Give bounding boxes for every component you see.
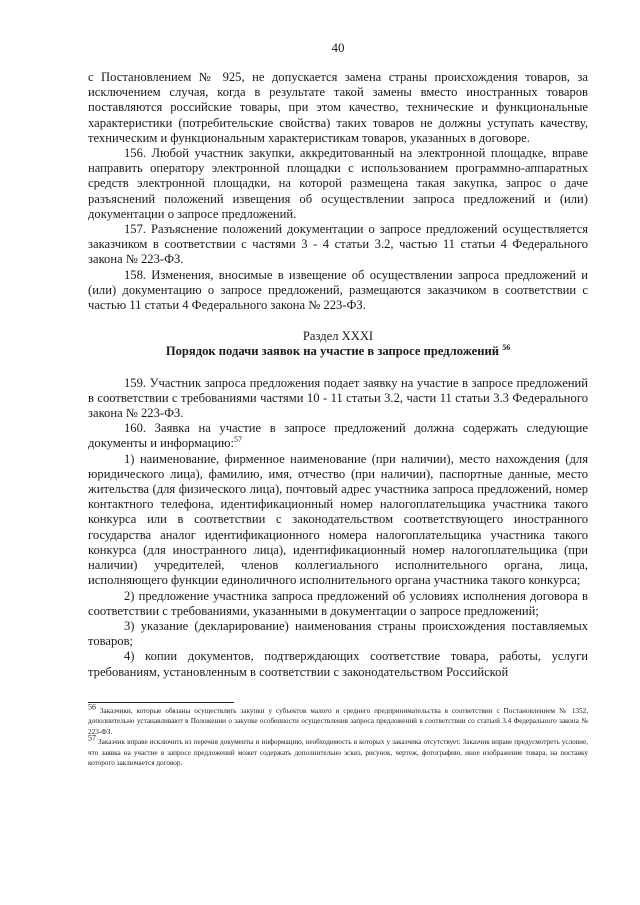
section-title — [88, 344, 588, 359]
page-number: 40 — [331, 40, 345, 55]
footnote-divider — [88, 702, 234, 703]
paragraph-156: 156. Любой участник закупки, аккредитованный на электронной площадке, вправе направить оператору электронной площадки с использованием программно-аппаратных средств электронной площадки, на которой размещена такая закупка, запрос о даче разъяснений положений извещения об осуществлении запроса предложений и (или) документации о запросе предложений. — [88, 146, 588, 221]
footnote-56-ref: 56 — [88, 702, 96, 712]
list-item-2: 2) предложение участника запроса предложений об условиях исполнения договора в соответствии с требованиями, указанными в документации о запросе предложений; — [88, 588, 588, 618]
paragraph-157: 157. Разъяснение положений документации о запросе предложений осуществляется заказчиком в соответствии с частями 3 - 4 статьи 3.2, частью 11 статьи 4 Федерального закона № 223-ФЗ. — [88, 222, 588, 267]
list-item-1: 1) наименование, фирменное наименование (при наличии), место нахождения (для юридического лица), фамилию, имя, отчество (при наличии), паспортные данные, место жительства (для физического лица), почтовый адрес участника запроса предложений, номер контактного телефона, идентификационный номер налогоплательщика участника такого конкурса или в соответствии с законодательством соответствующего иностранного государства аналог идентификационного номера налогоплательщика участника такого конкурса (для иностранного лица), идентификационный номер налогоплательщика (при наличии) учредителей, членов коллегиального исполнительного органа, лица, исполняющего функции единоличного исполнительного органа участника такого конкурса; — [88, 451, 588, 588]
list-item-4: 4) копии документов, подтверждающих соответствие товара, работы, услуги требованиям, установленным в соответствии с законодательством Российской — [88, 649, 588, 679]
footnote-57 — [88, 733, 588, 769]
paragraph-158: 158. Изменения, вносимые в извещение об осуществлении запроса предложений и (или) документацию о запросе предложений, размещаются заказчиком в соответствии с частью 11 статьи 4 Федерального закона № 223-ФЗ. — [88, 267, 588, 313]
document-page — [88, 0, 588, 769]
section-title-text: Порядок подачи заявок на участие в запросе предложений — [165, 344, 500, 359]
footnote-57-text: Заказчик вправе исключить из перечня документы и информацию, необходимость в которых у заказчика отсутствует. Заказчик вправе предусмотреть условие, что заявка на участие в запросе предложений может содержать дополнительно эскиз, рисунок, чертеж, фотографию, иное изображение товара, на поставку которого заключается договор. — [88, 738, 588, 768]
paragraph-159: 159. Участник запроса предложения подает заявку на участие в запросе предложений в соответствии с требованиями частями 10 - 11 статьи 3.2, части 11 статьи 3.3 Федерального закона № 223-ФЗ. — [88, 375, 588, 421]
footnote-ref-57: 57 — [233, 435, 242, 445]
footnote-56 — [88, 702, 589, 738]
footnote-ref-56: 56 — [502, 343, 511, 353]
paragraph-continuation: с Постановлением № 925, не допускается замена страны происхождения товаров, за исключением случая, когда в результате такой замены вместо иностранных товаров поставляются российские товары, при этом качество, технические и функциональные характеристики (потребительские свойства) таких товаров не должны уступать качеству, техническим и функциональным характеристикам товаров, указанных в договоре. — [88, 70, 588, 145]
footnote-56-text: Заказчики, которые обязаны осуществлять закупки у субъектов малого и среднего предпринимательства в соответствии с Постановлением № 1352, дополнительно устанавливают в Положении о закупке особенности осуществления запроса предложений в соответствии со статьей 3.4 Федерального закона № 223-ФЗ. — [88, 706, 589, 736]
paragraph-160-text: 160. Заявка на участие в запросе предложений должна содержать следующие документы и информацию: — [88, 421, 588, 451]
paragraph-160 — [88, 421, 588, 451]
footnote-57-ref: 57 — [88, 733, 96, 743]
list-item-3: 3) указание (декларирование) наименования страны происхождения поставляемых товаров; — [88, 618, 588, 649]
section-number: Раздел XXXI — [302, 329, 374, 344]
